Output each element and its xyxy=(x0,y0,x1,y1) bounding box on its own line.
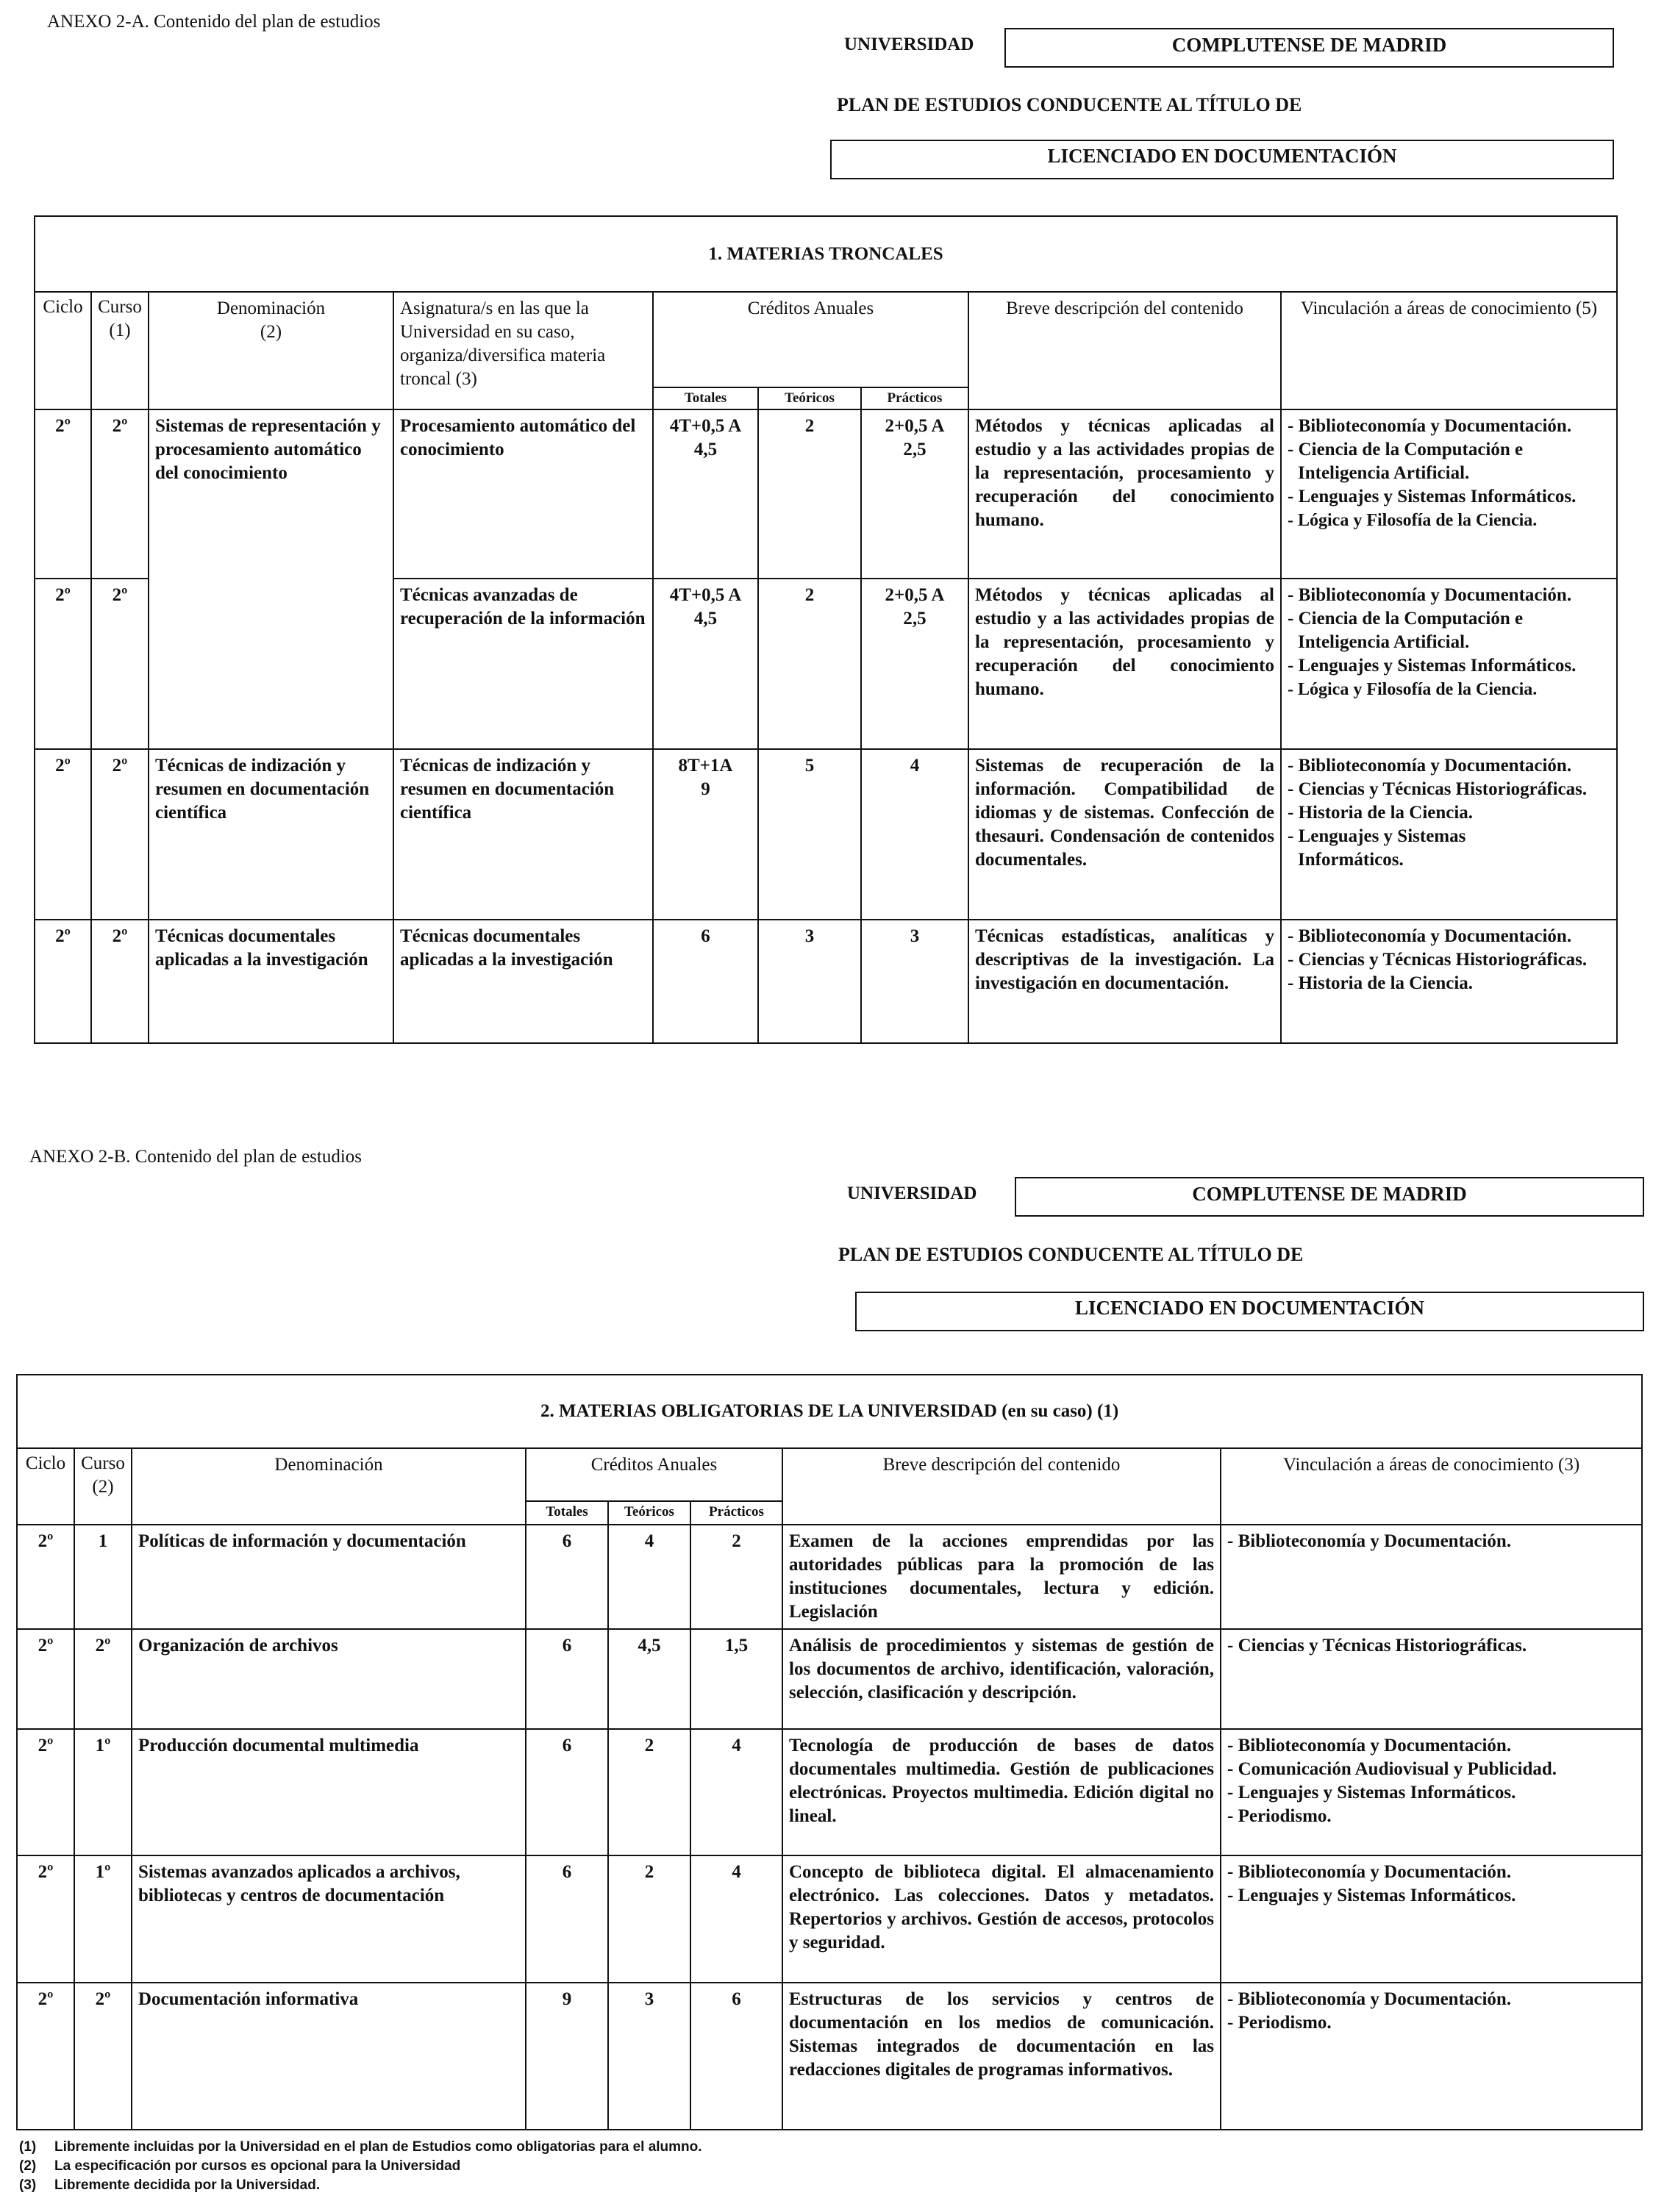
cell-practicos-value: 2+0,5 A xyxy=(885,585,945,605)
cell-teoricos: 4 xyxy=(608,1525,690,1629)
table-row xyxy=(17,1629,1642,1729)
area-item: - Biblioteconomía y Documentación. xyxy=(1227,1989,1512,2009)
area-item: - Periodismo. xyxy=(1227,1806,1332,1826)
cell-descripcion: Métodos y técnicas aplicadas al estudio y a las actividades propias de la representación, procesamiento y recuperación del conocimiento humano. xyxy=(968,409,1281,579)
cell-vinculacion xyxy=(1221,1983,1642,2130)
cell-totales-sum: 4,5 xyxy=(693,609,718,629)
footnote-mark: (3) xyxy=(19,2177,37,2193)
table-row xyxy=(35,409,1617,579)
cell-denominacion: Producción documental multimedia xyxy=(132,1729,526,1855)
header-descripcion: Breve descripción del contenido xyxy=(782,1448,1221,1525)
area-item: - Lenguajes y Sistemas Informáticos. xyxy=(1227,1886,1516,1905)
cell-totales-value: 8T+1A xyxy=(678,756,733,776)
cell-totales: 9 xyxy=(526,1983,608,2130)
cell-totales: 6 xyxy=(526,1729,608,1855)
cell-curso: 2º xyxy=(91,409,149,579)
area-item: - Biblioteconomía y Documentación. xyxy=(1288,756,1572,776)
footnote-text: Libremente incluidas por la Universidad en el plan de Estudios como obligatorias para el alumno. xyxy=(54,2139,702,2155)
cell-asignatura: Técnicas avanzadas de recuperación de la información xyxy=(393,579,653,749)
cell-totales: 6 xyxy=(653,920,758,1043)
cell-curso: 2º xyxy=(91,749,149,920)
header-teoricos: Teóricos xyxy=(608,1501,690,1525)
header-curso-label: Curso xyxy=(81,1453,125,1473)
area-item: - Biblioteconomía y Documentación. xyxy=(1227,1531,1512,1551)
cell-denominacion: Técnicas documentales aplicadas a la investigación xyxy=(149,920,393,1043)
annex-b-table-title: 2. MATERIAS OBLIGATORIAS DE LA UNIVERSIDAD (en su caso) (1) xyxy=(17,1375,1642,1448)
area-item: Inteligencia Artificial. xyxy=(1298,463,1470,483)
footnote-mark: (2) xyxy=(19,2158,37,2174)
area-item: - Biblioteconomía y Documentación. xyxy=(1288,416,1572,436)
annex-a-table-title: 1. MATERIAS TRONCALES xyxy=(35,216,1617,292)
cell-denominacion: Políticas de información y documentación xyxy=(132,1525,526,1629)
area-item: - Ciencias y Técnicas Historiográficas. xyxy=(1288,950,1588,970)
header-totales: Totales xyxy=(653,387,758,409)
footnote-text: Libremente decidida por la Universidad. xyxy=(54,2177,321,2193)
area-item: - Lógica y Filosofía de la Ciencia. xyxy=(1288,680,1538,699)
cell-practicos xyxy=(861,409,968,579)
annex-a-university-label: UNIVERSIDAD xyxy=(844,35,974,54)
cell-teoricos: 4,5 xyxy=(608,1629,690,1729)
area-item: - Comunicación Audiovisual y Publicidad. xyxy=(1227,1759,1557,1779)
annex-b-heading: ANEXO 2-B. Contenido del plan de estudios xyxy=(29,1147,363,1167)
area-item: - Historia de la Ciencia. xyxy=(1288,803,1474,823)
table-row xyxy=(35,920,1617,1043)
cell-totales xyxy=(653,409,758,579)
cell-practicos: 2 xyxy=(690,1525,782,1629)
cell-asignatura: Técnicas documentales aplicadas a la investigación xyxy=(393,920,653,1043)
table-row xyxy=(35,749,1617,920)
cell-asignatura: Técnicas de indización y resumen en documentación científica xyxy=(393,749,653,920)
table-row xyxy=(17,1729,1642,1855)
cell-ciclo: 2º xyxy=(17,1855,74,1983)
cell-ciclo: 2º xyxy=(17,1729,74,1855)
area-item: - Biblioteconomía y Documentación. xyxy=(1227,1736,1512,1755)
cell-vinculacion xyxy=(1221,1729,1642,1855)
cell-totales xyxy=(653,579,758,749)
annex-b-plan-label: PLAN DE ESTUDIOS CONDUCENTE AL TÍTULO DE xyxy=(838,1244,1304,1265)
cell-practicos-sum: 2,5 xyxy=(903,440,927,459)
annex-b-table xyxy=(16,1374,1643,2130)
area-item: - Biblioteconomía y Documentación. xyxy=(1288,585,1572,605)
cell-curso: 1 xyxy=(74,1525,132,1629)
cell-curso: 2º xyxy=(91,579,149,749)
cell-practicos: 6 xyxy=(690,1983,782,2130)
header-practicos: Prácticos xyxy=(861,387,968,409)
cell-vinculacion xyxy=(1281,409,1617,579)
cell-vinculacion xyxy=(1281,920,1617,1043)
header-curso-note: (2) xyxy=(92,1477,114,1497)
header-ciclo: Ciclo xyxy=(35,292,91,409)
header-totales: Totales xyxy=(526,1501,608,1525)
cell-ciclo: 2º xyxy=(17,1629,74,1729)
cell-teoricos: 3 xyxy=(608,1983,690,2130)
cell-teoricos: 3 xyxy=(758,920,861,1043)
cell-curso: 1º xyxy=(74,1855,132,1983)
cell-ciclo: 2º xyxy=(35,409,91,579)
area-item: - Lenguajes y Sistemas xyxy=(1288,826,1466,846)
cell-curso: 2º xyxy=(74,1629,132,1729)
cell-descripcion: Examen de la acciones emprendidas por las autoridades públicas para la promoción de las instituciones documentales, lectura y edición. Legislación xyxy=(782,1525,1221,1629)
cell-totales xyxy=(653,749,758,920)
cell-denominacion: Organización de archivos xyxy=(132,1629,526,1729)
cell-teoricos: 2 xyxy=(758,409,861,579)
header-curso-note: (1) xyxy=(109,321,131,340)
cell-teoricos: 2 xyxy=(608,1729,690,1855)
cell-ciclo: 2º xyxy=(35,579,91,749)
cell-practicos-value: 2+0,5 A xyxy=(885,416,945,436)
annex-b-degree: LICENCIADO EN DOCUMENTACIÓN xyxy=(855,1292,1644,1331)
cell-denominacion: Documentación informativa xyxy=(132,1983,526,2130)
area-item: - Lenguajes y Sistemas Informáticos. xyxy=(1288,487,1577,507)
cell-practicos: 4 xyxy=(690,1855,782,1983)
annex-a-degree: LICENCIADO EN DOCUMENTACIÓN xyxy=(830,140,1614,179)
cell-practicos: 3 xyxy=(861,920,968,1043)
area-item: - Biblioteconomía y Documentación. xyxy=(1288,926,1572,946)
area-item: Inteligencia Artificial. xyxy=(1298,632,1470,652)
header-denominacion-note: (2) xyxy=(260,322,282,342)
cell-practicos xyxy=(861,579,968,749)
header-descripcion: Breve descripción del contenido xyxy=(968,292,1281,409)
cell-totales: 6 xyxy=(526,1525,608,1629)
cell-practicos: 4 xyxy=(861,749,968,920)
cell-descripcion: Análisis de procedimientos y sistemas de gestión de los documentos de archivo, identificación, valoración, selección, clasificación y descripción. xyxy=(782,1629,1221,1729)
table-row xyxy=(17,1855,1642,1983)
cell-practicos: 4 xyxy=(690,1729,782,1855)
cell-totales-value: 4T+0,5 A xyxy=(669,416,742,436)
header-creditos: Créditos Anuales xyxy=(653,292,968,387)
area-item: - Lenguajes y Sistemas Informáticos. xyxy=(1288,656,1577,676)
footnote-mark: (1) xyxy=(19,2139,37,2155)
cell-totales: 6 xyxy=(526,1855,608,1983)
cell-ciclo: 2º xyxy=(35,749,91,920)
header-denominacion xyxy=(149,292,393,409)
cell-practicos: 1,5 xyxy=(690,1629,782,1729)
header-asignatura: Asignatura/s en las que la Universidad en su caso, organiza/diversifica materia troncal (3) xyxy=(393,292,653,409)
cell-totales-value: 4T+0,5 A xyxy=(669,585,742,605)
annex-a-university-name: COMPLUTENSE DE MADRID xyxy=(1004,28,1614,68)
cell-denominacion: Técnicas de indización y resumen en documentación científica xyxy=(149,749,393,920)
header-curso xyxy=(91,292,149,409)
footnote-text: La especificación por cursos es opcional para la Universidad xyxy=(54,2158,461,2174)
cell-denominacion: Sistemas avanzados aplicados a archivos, bibliotecas y centros de documentación xyxy=(132,1855,526,1983)
header-practicos: Prácticos xyxy=(690,1501,782,1525)
header-denominacion: Denominación xyxy=(132,1448,526,1525)
cell-descripcion: Concepto de biblioteca digital. El almacenamiento electrónico. Las colecciones. Datos y metadatos. Repertorios y archivos. Gestión de accesos, protocolos y seguridad. xyxy=(782,1855,1221,1983)
area-item: - Ciencias y Técnicas Historiográficas. xyxy=(1288,779,1588,799)
cell-descripcion: Técnicas estadísticas, analíticas y descriptivas de la investigación. La investigación en documentación. xyxy=(968,920,1281,1043)
header-teoricos: Teóricos xyxy=(758,387,861,409)
annex-a-plan-label: PLAN DE ESTUDIOS CONDUCENTE AL TÍTULO DE xyxy=(837,94,1302,115)
footnote xyxy=(19,2176,702,2195)
cell-vinculacion xyxy=(1221,1629,1642,1729)
area-item: - Lógica y Filosofía de la Ciencia. xyxy=(1288,511,1538,530)
area-item: Informáticos. xyxy=(1298,850,1404,870)
header-vinculacion: Vinculación a áreas de conocimiento (5) xyxy=(1281,292,1617,409)
annex-a-heading: ANEXO 2-A. Contenido del plan de estudios xyxy=(47,12,381,32)
cell-vinculacion xyxy=(1221,1855,1642,1983)
annex-a-table xyxy=(34,215,1618,1044)
cell-totales: 6 xyxy=(526,1629,608,1729)
cell-teoricos: 2 xyxy=(758,579,861,749)
cell-curso: 2º xyxy=(91,920,149,1043)
cell-totales-sum: 9 xyxy=(701,779,710,799)
footnotes xyxy=(19,2138,702,2195)
area-item: - Periodismo. xyxy=(1227,2013,1332,2033)
cell-vinculacion xyxy=(1221,1525,1642,1629)
header-curso xyxy=(74,1448,132,1525)
header-ciclo: Ciclo xyxy=(17,1448,74,1525)
header-curso-label: Curso xyxy=(98,297,142,317)
cell-teoricos: 5 xyxy=(758,749,861,920)
cell-curso: 1º xyxy=(74,1729,132,1855)
cell-denominacion: Sistemas de representación y procesamiento automático del conocimiento xyxy=(149,409,393,749)
cell-descripcion: Tecnología de producción de bases de datos documentales multimedia. Gestión de publicaciones electrónicas. Proyectos multimedia. Edición digital no lineal. xyxy=(782,1729,1221,1855)
cell-descripcion: Sistemas de recuperación de la información. Compatibilidad de idiomas y de sistemas. Confección de thesauri. Condensación de contenidos documentales. xyxy=(968,749,1281,920)
area-item: - Historia de la Ciencia. xyxy=(1288,973,1474,993)
cell-descripcion: Métodos y técnicas aplicadas al estudio y a las actividades propias de la representación, procesamiento y recuperación del conocimiento humano. xyxy=(968,579,1281,749)
cell-practicos-sum: 2,5 xyxy=(903,609,927,629)
cell-teoricos: 2 xyxy=(608,1855,690,1983)
footnote xyxy=(19,2138,702,2157)
cell-asignatura: Procesamiento automático del conocimiento xyxy=(393,409,653,579)
header-denominacion-label: Denominación xyxy=(216,298,326,318)
cell-curso: 2º xyxy=(74,1983,132,2130)
annex-b-university-name: COMPLUTENSE DE MADRID xyxy=(1015,1177,1644,1217)
header-vinculacion: Vinculación a áreas de conocimiento (3) xyxy=(1221,1448,1642,1525)
cell-ciclo: 2º xyxy=(17,1525,74,1629)
area-item: - Ciencias y Técnicas Historiográficas. xyxy=(1227,1636,1527,1656)
area-item: - Biblioteconomía y Documentación. xyxy=(1227,1862,1512,1882)
cell-ciclo: 2º xyxy=(35,920,91,1043)
cell-vinculacion xyxy=(1281,579,1617,749)
area-item: - Lenguajes y Sistemas Informáticos. xyxy=(1227,1783,1516,1803)
area-item: - Ciencia de la Computación e xyxy=(1288,609,1524,629)
annex-b-university-label: UNIVERSIDAD xyxy=(847,1184,977,1203)
cell-ciclo: 2º xyxy=(17,1983,74,2130)
cell-vinculacion xyxy=(1281,749,1617,920)
table-row xyxy=(17,1525,1642,1629)
area-item: - Ciencia de la Computación e xyxy=(1288,440,1524,459)
header-creditos: Créditos Anuales xyxy=(526,1448,782,1501)
footnote xyxy=(19,2157,702,2176)
cell-descripcion: Estructuras de los servicios y centros de documentación en los medios de comunicación. Sistemas integrados de documentación en las redacciones digitales de programas informativos. xyxy=(782,1983,1221,2130)
cell-totales-sum: 4,5 xyxy=(693,440,718,459)
table-row xyxy=(17,1983,1642,2130)
